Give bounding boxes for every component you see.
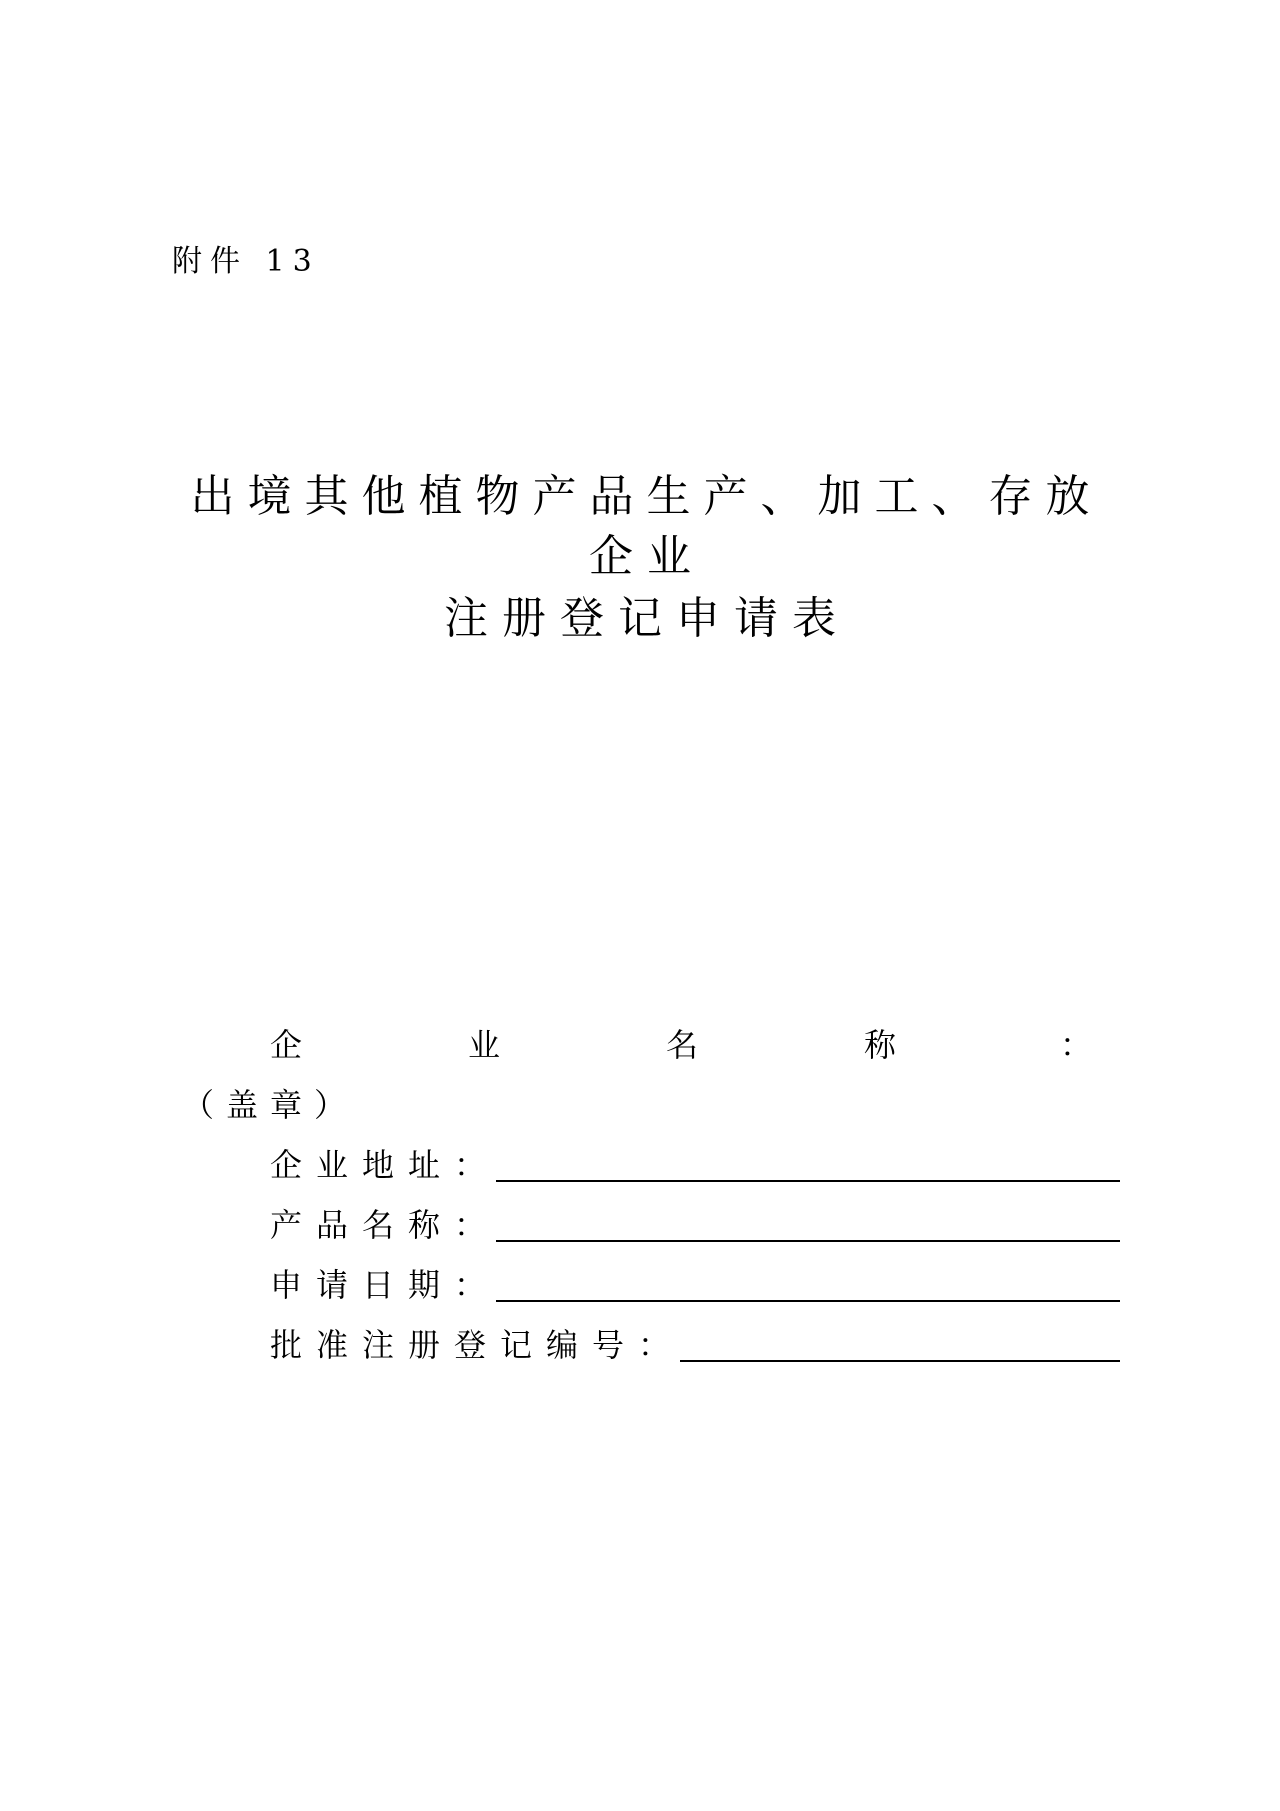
document-title-line-3: 注册登记申请表 bbox=[444, 593, 850, 644]
approval-number-line[interactable] bbox=[680, 1360, 1120, 1362]
attachment-label: 附件 13 bbox=[172, 244, 320, 279]
address-field[interactable] bbox=[270, 1140, 1120, 1190]
enterprise-name-row bbox=[270, 1020, 1093, 1070]
enterprise-name-colon: ： bbox=[1060, 1026, 1093, 1064]
approval-number-field[interactable] bbox=[270, 1320, 1120, 1370]
enterprise-name-char-2: 业 bbox=[468, 1026, 501, 1064]
product-name-label: 产品名称： bbox=[270, 1206, 501, 1244]
application-date-field[interactable] bbox=[270, 1260, 1120, 1310]
enterprise-name-char-3: 名 bbox=[666, 1026, 699, 1064]
document-title-line-1: 出境其他植物产品生产、加工、存放 bbox=[190, 471, 1103, 522]
product-name-line[interactable] bbox=[496, 1240, 1120, 1242]
application-date-label: 申请日期： bbox=[270, 1266, 501, 1304]
product-name-field[interactable] bbox=[270, 1200, 1120, 1250]
enterprise-name-char-4: 称 bbox=[864, 1026, 897, 1064]
approval-number-label: 批准注册登记编号： bbox=[270, 1326, 685, 1364]
application-date-line[interactable] bbox=[496, 1300, 1120, 1302]
address-line[interactable] bbox=[496, 1180, 1120, 1182]
address-label: 企业地址： bbox=[270, 1146, 501, 1184]
enterprise-name-char-1: 企 bbox=[270, 1026, 303, 1064]
seal-note: （盖章） bbox=[182, 1086, 359, 1124]
document-title-line-2: 企业 bbox=[589, 531, 705, 582]
